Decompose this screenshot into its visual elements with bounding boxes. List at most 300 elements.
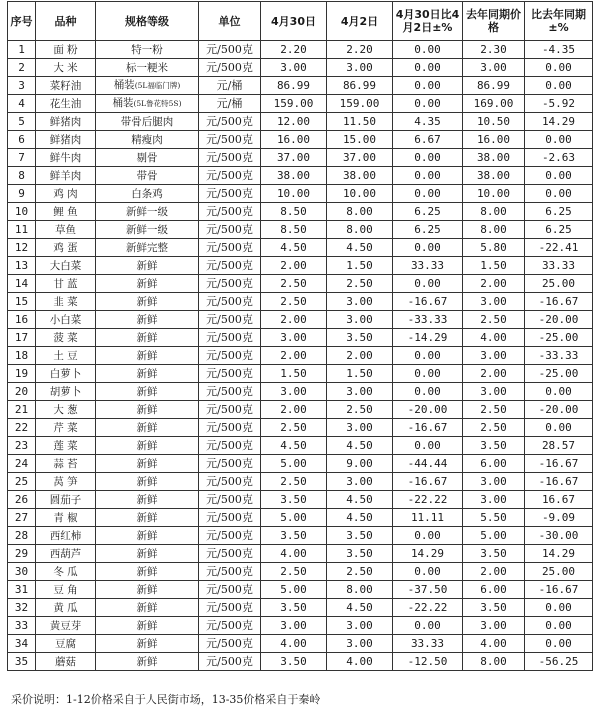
cell-variety-text: 菠 菜: [53, 331, 78, 344]
cell-unit-text: 元/500克: [206, 186, 253, 200]
cell-apr30: [261, 581, 327, 599]
cell-change-vs-last-year-text: 25.00: [541, 564, 576, 578]
cell-variety-text: 青 椒: [53, 511, 78, 524]
cell-spec-text: 白条鸡: [131, 187, 163, 200]
cell-variety-text: 鸡 肉: [53, 187, 78, 200]
table-row: [8, 581, 593, 599]
cell-last-year-price-text: 3.50: [480, 546, 507, 560]
cell-spec-text: 新鲜: [136, 583, 158, 596]
cell-unit: [199, 563, 261, 581]
cell-apr30-text: 1.50: [280, 366, 307, 380]
cell-change-vs-apr2-text: 6.25: [414, 222, 441, 236]
cell-unit: [199, 581, 261, 599]
cell-last-year-price-text: 38.00: [476, 168, 511, 182]
cell-variety: [36, 41, 96, 59]
cell-change-vs-apr2-text: 0.00: [414, 366, 441, 380]
cell-change-vs-last-year-text: -30.00: [538, 528, 579, 542]
table-row: [8, 239, 593, 257]
table-row: [8, 59, 593, 77]
cell-change-vs-apr2: [393, 365, 463, 383]
cell-last-year-price: [463, 545, 525, 563]
cell-change-vs-last-year: [525, 41, 593, 59]
cell-apr30-text: 5.00: [280, 456, 307, 470]
table-row: [8, 113, 593, 131]
cell-last-year-price-text: 2.50: [480, 312, 507, 326]
table-row: [8, 347, 593, 365]
cell-change-vs-apr2: [393, 581, 463, 599]
cell-spec-text: 新鲜: [136, 511, 158, 524]
cell-variety: [36, 545, 96, 563]
cell-change-vs-last-year: [525, 419, 593, 437]
cell-apr2-text: 2.50: [346, 564, 373, 578]
cell-last-year-price: [463, 95, 525, 113]
cell-apr2: [327, 275, 393, 293]
cell-change-vs-apr2: [393, 221, 463, 239]
cell-unit: [199, 59, 261, 77]
cell-apr30: [261, 401, 327, 419]
cell-no-text: 4: [18, 96, 25, 110]
cell-apr2-text: 3.00: [346, 312, 373, 326]
table-row: [8, 149, 593, 167]
cell-variety-text: 土 豆: [53, 349, 78, 362]
cell-variety-text: 鲜猪肉: [49, 115, 82, 128]
cell-unit: [199, 527, 261, 545]
cell-apr2-text: 3.50: [346, 546, 373, 560]
cell-apr2: [327, 257, 393, 275]
cell-apr2-text: 3.00: [346, 384, 373, 398]
cell-change-vs-apr2: [393, 473, 463, 491]
cell-unit: [199, 545, 261, 563]
cell-apr30: [261, 239, 327, 257]
cell-variety: [36, 275, 96, 293]
cell-apr2-text: 9.00: [346, 456, 373, 470]
cell-variety: [36, 617, 96, 635]
table-row: [8, 185, 593, 203]
cell-change-vs-apr2: [393, 491, 463, 509]
header-row: [8, 2, 593, 41]
cell-change-vs-apr2-text: 33.33: [410, 258, 445, 272]
cell-no: [8, 59, 36, 77]
cell-apr2: [327, 437, 393, 455]
cell-no-text: 19: [14, 366, 29, 380]
cell-last-year-price: [463, 581, 525, 599]
cell-apr2-text: 3.00: [346, 294, 373, 308]
table-row: [8, 473, 593, 491]
cell-unit-text: 元/500克: [206, 510, 253, 524]
cell-change-vs-apr2: [393, 455, 463, 473]
cell-variety-text: 莴 笋: [53, 475, 78, 488]
cell-change-vs-apr2: [393, 563, 463, 581]
cell-unit-text: 元/500克: [206, 474, 253, 488]
cell-last-year-price: [463, 149, 525, 167]
table-body: [8, 41, 593, 671]
cell-apr2-text: 4.50: [346, 600, 373, 614]
cell-apr30: [261, 257, 327, 275]
table-row: [8, 257, 593, 275]
cell-unit: [199, 455, 261, 473]
cell-apr30: [261, 437, 327, 455]
header-apr2: 4月2日: [327, 2, 393, 41]
cell-apr2: [327, 581, 393, 599]
cell-last-year-price: [463, 77, 525, 95]
cell-last-year-price-text: 2.50: [480, 420, 507, 434]
cell-variety-text: 豆 角: [53, 583, 78, 596]
cell-last-year-price: [463, 311, 525, 329]
cell-unit-text: 元/500克: [206, 114, 253, 128]
cell-change-vs-last-year: [525, 617, 593, 635]
cell-change-vs-apr2-text: 0.00: [414, 78, 441, 92]
cell-last-year-price: [463, 401, 525, 419]
cell-no: [8, 383, 36, 401]
cell-apr30-text: 2.50: [280, 276, 307, 290]
cell-last-year-price-text: 4.00: [480, 330, 507, 344]
cell-apr2: [327, 41, 393, 59]
cell-apr2-text: 3.00: [346, 420, 373, 434]
table-row: [8, 365, 593, 383]
table-row: [8, 329, 593, 347]
cell-apr30: [261, 293, 327, 311]
cell-spec: [96, 437, 199, 455]
cell-last-year-price-text: 5.00: [480, 528, 507, 542]
cell-apr30: [261, 473, 327, 491]
cell-change-vs-last-year: [525, 545, 593, 563]
table-row: [8, 401, 593, 419]
cell-variety-text: 胡萝卜: [49, 385, 82, 398]
cell-unit: [199, 329, 261, 347]
cell-no: [8, 527, 36, 545]
cell-no: [8, 131, 36, 149]
cell-change-vs-apr2: [393, 41, 463, 59]
cell-unit: [199, 293, 261, 311]
cell-variety-text: 西葫芦: [49, 547, 82, 560]
table-row: [8, 527, 593, 545]
cell-change-vs-last-year-text: -25.00: [538, 366, 579, 380]
cell-unit: [199, 221, 261, 239]
cell-apr30-text: 38.00: [276, 168, 311, 182]
cell-variety-text: 白萝卜: [49, 367, 82, 380]
cell-change-vs-last-year: [525, 653, 593, 671]
cell-change-vs-apr2: [393, 239, 463, 257]
cell-no-text: 10: [14, 204, 29, 218]
cell-change-vs-last-year-text: 6.25: [545, 204, 572, 218]
cell-unit: [199, 113, 261, 131]
cell-change-vs-apr2-text: 0.00: [414, 60, 441, 74]
cell-apr30-text: 159.00: [273, 96, 314, 110]
cell-change-vs-apr2-text: 0.00: [414, 240, 441, 254]
footnote: 采价说明：1-12价格采自于人民街市场，13-35价格采自于秦岭: [11, 693, 321, 706]
cell-apr30: [261, 41, 327, 59]
cell-spec: [96, 491, 199, 509]
table-row: [8, 221, 593, 239]
cell-variety: [36, 59, 96, 77]
cell-variety-text: 大 米: [53, 61, 78, 74]
cell-spec-text: 新鲜完整: [126, 241, 168, 254]
cell-last-year-price: [463, 617, 525, 635]
cell-variety: [36, 383, 96, 401]
cell-spec-text: 新鲜: [136, 331, 158, 344]
cell-apr30-text: 10.00: [276, 186, 311, 200]
cell-change-vs-apr2-text: 0.00: [414, 276, 441, 290]
cell-change-vs-last-year: [525, 347, 593, 365]
cell-spec: [96, 563, 199, 581]
cell-spec-text: 新鲜: [136, 313, 158, 326]
cell-no-text: 7: [18, 150, 25, 164]
cell-variety: [36, 95, 96, 113]
cell-apr2: [327, 365, 393, 383]
cell-variety-text: 豆腐: [55, 637, 76, 650]
cell-change-vs-apr2-text: 0.00: [414, 96, 441, 110]
cell-spec: [96, 95, 199, 113]
cell-spec-text: 精瘦肉: [131, 133, 163, 146]
table-row: [8, 491, 593, 509]
cell-apr30-text: 2.00: [280, 348, 307, 362]
cell-apr2: [327, 509, 393, 527]
cell-apr2-text: 3.50: [346, 330, 373, 344]
cell-change-vs-apr2: [393, 293, 463, 311]
cell-no: [8, 455, 36, 473]
cell-variety: [36, 527, 96, 545]
cell-last-year-price: [463, 221, 525, 239]
cell-apr2-text: 2.50: [346, 276, 373, 290]
cell-variety: [36, 635, 96, 653]
cell-change-vs-last-year: [525, 203, 593, 221]
cell-change-vs-apr2-text: -37.50: [407, 582, 448, 596]
cell-change-vs-apr2-text: -16.67: [407, 420, 448, 434]
cell-unit: [199, 383, 261, 401]
cell-variety-text: 蘑菇: [55, 655, 76, 668]
cell-apr2-text: 3.00: [346, 474, 373, 488]
cell-spec-text: 新鲜: [136, 547, 158, 560]
cell-spec-text: 新鲜一级: [126, 223, 168, 236]
cell-change-vs-last-year-text: 0.00: [545, 168, 572, 182]
cell-last-year-price: [463, 473, 525, 491]
cell-last-year-price: [463, 527, 525, 545]
cell-apr2-text: 3.00: [346, 618, 373, 632]
cell-no-text: 22: [14, 420, 29, 434]
cell-unit-text: 元/500克: [206, 60, 253, 74]
cell-variety: [36, 437, 96, 455]
cell-unit-text: 元/桶: [216, 96, 243, 110]
cell-apr30-text: 3.50: [280, 654, 307, 668]
cell-unit: [199, 617, 261, 635]
cell-change-vs-apr2: [393, 149, 463, 167]
cell-no: [8, 419, 36, 437]
cell-spec-text: 新鲜: [136, 601, 158, 614]
cell-unit-text: 元/500克: [206, 492, 253, 506]
cell-last-year-price: [463, 437, 525, 455]
cell-variety: [36, 599, 96, 617]
cell-apr30-text: 8.50: [280, 222, 307, 236]
cell-spec-text: 新鲜: [136, 349, 158, 362]
cell-no: [8, 257, 36, 275]
cell-apr30: [261, 113, 327, 131]
cell-unit: [199, 77, 261, 95]
cell-last-year-price: [463, 563, 525, 581]
cell-spec: [96, 203, 199, 221]
cell-unit-text: 元/桶: [216, 78, 243, 92]
cell-unit: [199, 185, 261, 203]
cell-no-text: 17: [14, 330, 29, 344]
cell-spec-text: 新鲜: [136, 385, 158, 398]
cell-apr30-text: 4.00: [280, 546, 307, 560]
cell-spec-text: 新鲜: [136, 493, 158, 506]
cell-spec-text: 新鲜: [136, 475, 158, 488]
cell-change-vs-last-year-text: -22.41: [538, 240, 579, 254]
cell-apr2-text: 8.00: [346, 582, 373, 596]
cell-last-year-price-text: 38.00: [476, 150, 511, 164]
cell-last-year-price-text: 3.50: [480, 438, 507, 452]
cell-last-year-price-text: 5.50: [480, 510, 507, 524]
cell-no-text: 16: [14, 312, 29, 326]
cell-spec-text: 剔骨: [136, 151, 158, 164]
cell-no-text: 25: [14, 474, 29, 488]
cell-apr30: [261, 203, 327, 221]
cell-apr2-text: 2.20: [346, 42, 373, 56]
cell-no: [8, 113, 36, 131]
cell-apr30: [261, 527, 327, 545]
table-row: [8, 167, 593, 185]
cell-change-vs-apr2-text: 6.25: [414, 204, 441, 218]
cell-change-vs-apr2: [393, 347, 463, 365]
cell-variety: [36, 473, 96, 491]
cell-last-year-price-text: 3.00: [480, 492, 507, 506]
cell-spec-text: 带骨后腿肉: [120, 115, 174, 128]
header-apr30: 4月30日: [261, 2, 327, 41]
cell-change-vs-apr2-text: 11.11: [410, 510, 445, 524]
cell-apr30-text: 12.00: [276, 114, 311, 128]
cell-last-year-price: [463, 509, 525, 527]
header-unit: 单位: [199, 2, 261, 41]
cell-change-vs-last-year: [525, 167, 593, 185]
cell-unit: [199, 419, 261, 437]
cell-apr2: [327, 419, 393, 437]
cell-apr30-text: 3.00: [280, 330, 307, 344]
cell-apr2: [327, 401, 393, 419]
cell-unit-text: 元/500克: [206, 600, 253, 614]
cell-change-vs-last-year: [525, 635, 593, 653]
cell-change-vs-apr2-text: 0.00: [414, 618, 441, 632]
cell-change-vs-apr2: [393, 599, 463, 617]
cell-variety-text: 冬 瓜: [53, 565, 78, 578]
cell-last-year-price-text: 5.80: [480, 240, 507, 254]
cell-apr2: [327, 545, 393, 563]
cell-unit-text: 元/500克: [206, 582, 253, 596]
cell-spec: [96, 617, 199, 635]
cell-last-year-price-text: 10.00: [476, 186, 511, 200]
cell-spec: [96, 149, 199, 167]
spec-note: (5L福临门牌): [134, 81, 181, 90]
cell-variety-text: 鸡 蛋: [53, 241, 78, 254]
cell-spec: [96, 239, 199, 257]
cell-variety: [36, 509, 96, 527]
cell-change-vs-last-year-text: -9.09: [541, 510, 576, 524]
cell-variety: [36, 77, 96, 95]
cell-apr30-text: 37.00: [276, 150, 311, 164]
cell-change-vs-apr2-text: 0.00: [414, 528, 441, 542]
table-row: [8, 293, 593, 311]
cell-change-vs-apr2-text: -14.29: [407, 330, 448, 344]
cell-change-vs-last-year-text: 0.00: [545, 186, 572, 200]
cell-spec: [96, 509, 199, 527]
cell-change-vs-last-year: [525, 185, 593, 203]
cell-last-year-price: [463, 635, 525, 653]
cell-unit: [199, 437, 261, 455]
cell-spec: [96, 167, 199, 185]
cell-spec-text: 新鲜: [136, 403, 158, 416]
cell-change-vs-last-year-text: -16.67: [538, 582, 579, 596]
cell-unit: [199, 167, 261, 185]
cell-apr30: [261, 185, 327, 203]
cell-last-year-price-text: 8.00: [480, 654, 507, 668]
cell-apr30-text: 4.50: [280, 240, 307, 254]
cell-change-vs-last-year-text: 0.00: [545, 636, 572, 650]
cell-change-vs-last-year-text: 25.00: [541, 276, 576, 290]
cell-last-year-price: [463, 41, 525, 59]
cell-apr2: [327, 113, 393, 131]
cell-spec: [96, 41, 199, 59]
cell-change-vs-last-year-text: -56.25: [538, 654, 579, 668]
cell-variety-text: 大白菜: [49, 259, 82, 272]
table-row: [8, 563, 593, 581]
cell-change-vs-last-year: [525, 599, 593, 617]
cell-spec-text: 新鲜: [136, 619, 158, 632]
cell-apr2: [327, 617, 393, 635]
table-row: [8, 203, 593, 221]
spec-note: (5L鲁花特5S): [133, 99, 182, 108]
cell-change-vs-last-year: [525, 437, 593, 455]
cell-last-year-price: [463, 419, 525, 437]
cell-change-vs-apr2: [393, 527, 463, 545]
cell-change-vs-apr2-text: -12.50: [407, 654, 448, 668]
cell-apr2: [327, 491, 393, 509]
cell-apr30-text: 86.99: [276, 78, 311, 92]
cell-no: [8, 167, 36, 185]
cell-change-vs-last-year-text: 0.00: [545, 132, 572, 146]
cell-change-vs-last-year-text: -33.33: [538, 348, 579, 362]
cell-spec: [96, 383, 199, 401]
cell-change-vs-last-year-text: 28.57: [541, 438, 576, 452]
cell-variety: [36, 563, 96, 581]
cell-change-vs-last-year: [525, 113, 593, 131]
cell-variety: [36, 131, 96, 149]
cell-variety-text: 鲜牛肉: [49, 151, 82, 164]
cell-change-vs-apr2-text: -33.33: [407, 312, 448, 326]
cell-apr2: [327, 77, 393, 95]
cell-apr2: [327, 239, 393, 257]
cell-no: [8, 401, 36, 419]
cell-spec: [96, 275, 199, 293]
cell-change-vs-apr2-text: 0.00: [414, 42, 441, 56]
cell-change-vs-last-year: [525, 473, 593, 491]
cell-change-vs-last-year: [525, 491, 593, 509]
cell-spec-text: 新鲜: [136, 439, 158, 452]
cell-spec: [96, 419, 199, 437]
cell-no-text: 20: [14, 384, 29, 398]
cell-change-vs-last-year-text: 14.29: [541, 114, 576, 128]
cell-apr2-text: 2.00: [346, 348, 373, 362]
cell-last-year-price-text: 1.50: [480, 258, 507, 272]
cell-apr30: [261, 545, 327, 563]
cell-change-vs-last-year: [525, 509, 593, 527]
table-row: [8, 95, 593, 113]
cell-last-year-price-text: 3.00: [480, 618, 507, 632]
cell-spec: [96, 329, 199, 347]
cell-apr30-text: 2.50: [280, 420, 307, 434]
cell-unit-text: 元/500克: [206, 546, 253, 560]
cell-change-vs-apr2-text: 0.00: [414, 384, 441, 398]
cell-last-year-price-text: 2.00: [480, 276, 507, 290]
header-variety: 品种: [36, 2, 96, 41]
